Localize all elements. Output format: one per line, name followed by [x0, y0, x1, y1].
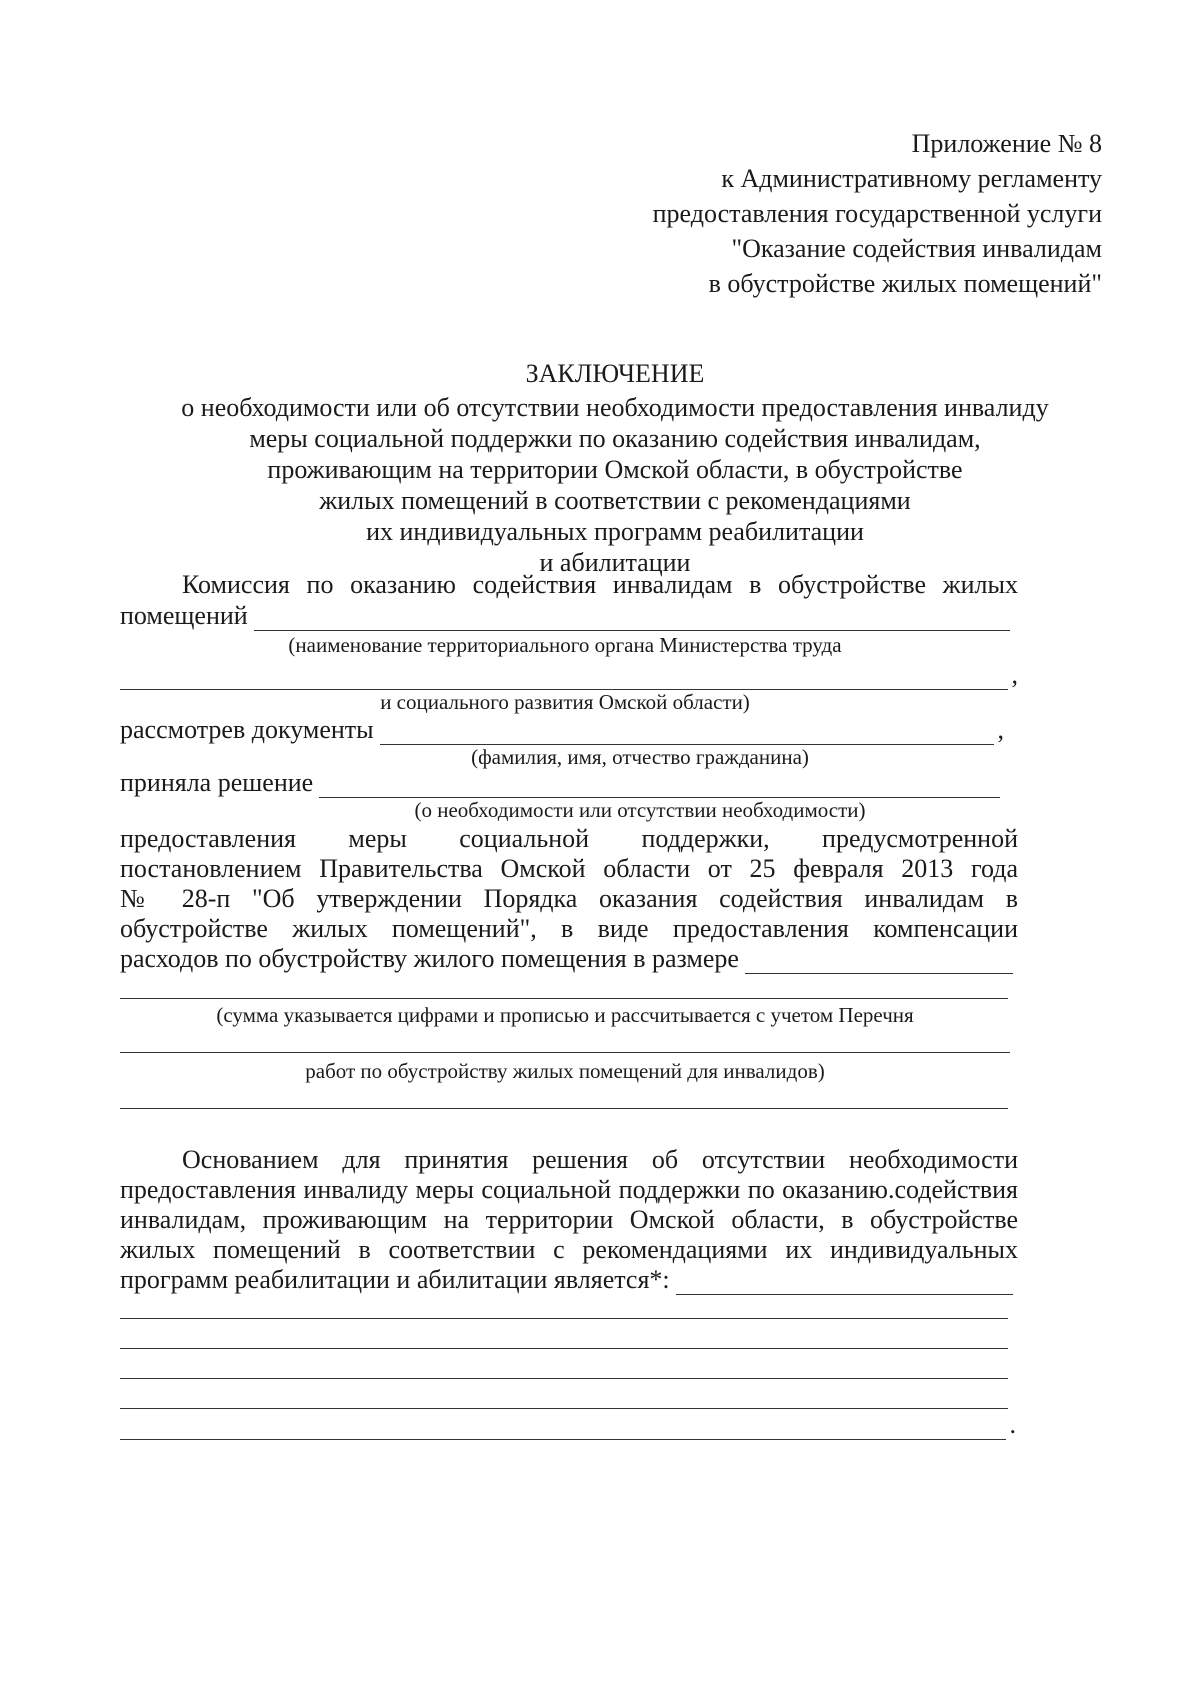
- commission-org-row: [120, 660, 1018, 690]
- document-title: ЗАКЛЮЧЕНИЕ: [525, 359, 705, 388]
- compensation-line: обустройстве жилых помещений", в виде предоставления компенсации: [120, 914, 1018, 943]
- documents-label: рассмотрев документы: [120, 715, 374, 744]
- compensation-amount-field[interactable]: [745, 947, 1013, 974]
- compensation-blank-line[interactable]: [120, 1108, 1008, 1109]
- subtitle-line: жилых помещений в соответствии с рекомендациями: [319, 486, 911, 515]
- basis-label: программ реабилитации и абилитации является*:: [120, 1265, 670, 1294]
- basis-line: инвалидам, проживающим на территории Омской области, в обустройстве: [120, 1205, 1018, 1234]
- documents-row: [120, 715, 1004, 745]
- compensation-hint-2: работ по обустройству жилых помещений для инвалидов): [305, 1059, 825, 1083]
- basis-reason-row: [120, 1265, 1013, 1295]
- basis-reason-field[interactable]: [676, 1268, 1013, 1295]
- commission-org-field[interactable]: [120, 663, 1008, 690]
- subtitle-line: о необходимости или об отсутствии необходимости предоставления инвалиду: [181, 393, 1049, 422]
- commission-label: помещений: [120, 601, 248, 630]
- commission-hint: (наименование территориального органа Министерства труда: [288, 633, 842, 657]
- compensation-line: постановлением Правительства Омской области от 25 февраля 2013 года: [120, 854, 1018, 883]
- comma-mark: ,: [997, 715, 1004, 744]
- title-block: [120, 358, 1110, 578]
- basis-blank-line[interactable]: [120, 1348, 1008, 1349]
- documents-hint: (фамилия, имя, отчество гражданина): [471, 745, 809, 769]
- decision-row: [120, 768, 1000, 798]
- basis-last-row: [120, 1410, 1016, 1440]
- basis-line: Основанием для принятия решения об отсутствии необходимости: [182, 1145, 1018, 1174]
- decision-hint: (о необходимости или отсутствии необходимости): [414, 798, 866, 822]
- basis-blank-line[interactable]: [120, 1318, 1008, 1319]
- approval-line: "Оказание содействия инвалидам: [731, 234, 1102, 263]
- compensation-amount-label: расходов по обустройству жилого помещения в размере: [120, 944, 739, 973]
- subtitle-line: проживающим на территории Омской области, в обустройстве: [267, 455, 963, 484]
- approval-line: к Административному регламенту: [721, 164, 1102, 193]
- basis-blank-line[interactable]: [120, 1408, 1008, 1409]
- approval-line: в обустройстве жилых помещений": [708, 269, 1102, 298]
- compensation-blank-line[interactable]: [120, 1052, 1010, 1053]
- commission-line: Комиссия по оказанию содействия инвалидам в обустройстве жилых: [182, 570, 1018, 599]
- subtitle-line: меры социальной поддержки по оказанию содействия инвалидам,: [249, 424, 981, 453]
- compensation-line: предоставления меры социальной поддержки, предусмотренной: [120, 824, 1018, 853]
- compensation-amount-row: [120, 944, 1013, 974]
- subtitle-line: их индивидуальных программ реабилитации: [366, 517, 864, 546]
- decision-label: приняла решение: [120, 768, 314, 797]
- basis-line: жилых помещений в соответствии с рекомендациями их индивидуальных: [120, 1235, 1018, 1264]
- compensation-hint: (сумма указывается цифрами и прописью и рассчитывается с учетом Перечня: [216, 1003, 914, 1027]
- basis-blank-line[interactable]: [120, 1378, 1008, 1379]
- comma-mark: ,: [1011, 660, 1018, 689]
- approval-header: [653, 126, 1102, 301]
- basis-line: предоставления инвалиду меры социальной поддержки по оказанию.содействия: [120, 1175, 1018, 1204]
- subtitle-line: и абилитации: [539, 548, 691, 577]
- approval-line: Приложение № 8: [911, 129, 1102, 158]
- compensation-line: № 28-п "Об утверждении Порядка оказания содействия инвалидам в: [120, 884, 1018, 913]
- compensation-blank-line[interactable]: [120, 998, 1008, 999]
- commission-name-field[interactable]: [254, 604, 1010, 631]
- approval-line: предоставления государственной услуги: [652, 199, 1102, 228]
- commission-hint-2: и социального развития Омской области): [380, 690, 750, 714]
- decision-field[interactable]: [319, 771, 1000, 798]
- period-mark: .: [1009, 1410, 1016, 1439]
- documents-field[interactable]: [380, 718, 994, 745]
- commission-name-row: [120, 601, 1010, 631]
- basis-blank-field[interactable]: [120, 1413, 1006, 1440]
